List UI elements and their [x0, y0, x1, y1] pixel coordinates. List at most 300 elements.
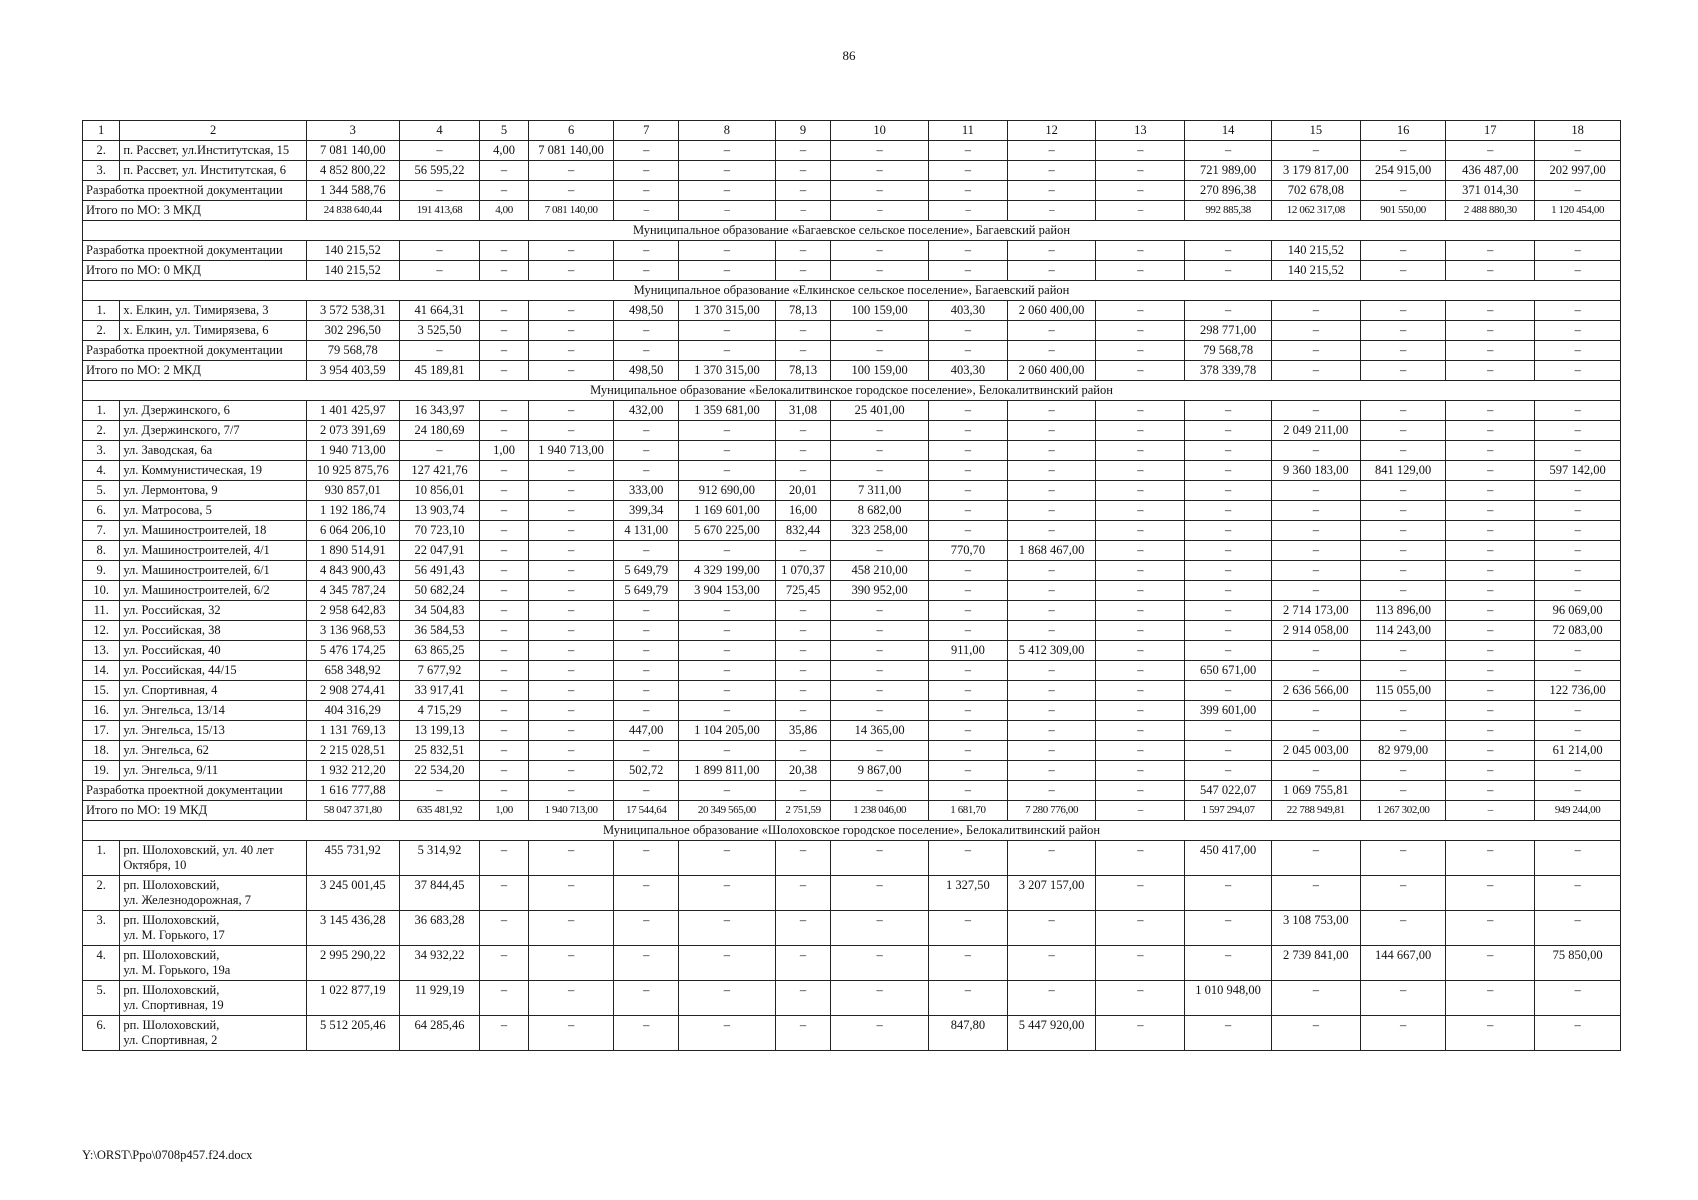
value-cell: – — [1007, 581, 1096, 601]
value-cell: 5 670 225,00 — [678, 521, 775, 541]
value-cell: 1 327,50 — [929, 876, 1008, 911]
value-cell: – — [1185, 241, 1272, 261]
value-cell: 10 925 875,76 — [306, 461, 399, 481]
value-cell: – — [678, 201, 775, 221]
value-cell: 3 108 753,00 — [1271, 911, 1360, 946]
value-cell: 1 616 777,88 — [306, 781, 399, 801]
value-cell: – — [678, 981, 775, 1016]
table-row — [83, 581, 1621, 601]
value-cell: – — [480, 401, 528, 421]
value-cell: – — [1096, 521, 1185, 541]
value-cell: 399 601,00 — [1185, 701, 1272, 721]
value-cell: – — [678, 701, 775, 721]
value-cell: – — [480, 481, 528, 501]
row-label: Итого по МО: 3 МКД — [83, 201, 307, 221]
value-cell: – — [1096, 741, 1185, 761]
value-cell: – — [1360, 701, 1446, 721]
value-cell: 1 940 713,00 — [306, 441, 399, 461]
value-cell: – — [528, 621, 614, 641]
table-row — [83, 161, 1621, 181]
row-label: Разработка проектной документации — [83, 781, 307, 801]
value-cell: 1 890 514,91 — [306, 541, 399, 561]
value-cell: – — [1446, 261, 1535, 281]
value-cell: – — [1446, 741, 1535, 761]
value-cell: – — [528, 946, 614, 981]
address-line: рп. Шолоховский, — [123, 948, 220, 962]
value-cell: – — [1535, 876, 1621, 911]
value-cell: 17 544,64 — [614, 801, 679, 821]
value-cell: – — [480, 641, 528, 661]
table-row — [83, 481, 1621, 501]
value-cell: 122 736,00 — [1535, 681, 1621, 701]
value-cell: – — [528, 761, 614, 781]
value-cell: – — [775, 241, 830, 261]
value-cell: – — [678, 741, 775, 761]
value-cell: – — [1446, 911, 1535, 946]
address-cell: ул. Коммунистическая, 19 — [120, 461, 307, 481]
table-row — [83, 441, 1621, 461]
row-label: Итого по МО: 19 МКД — [83, 801, 307, 821]
address-cell: ул. Энгельса, 62 — [120, 741, 307, 761]
value-cell: 1 238 046,00 — [831, 801, 929, 821]
value-cell: 100 159,00 — [831, 361, 929, 381]
value-cell: – — [1096, 201, 1185, 221]
value-cell: – — [1007, 621, 1096, 641]
value-cell: – — [678, 461, 775, 481]
value-cell: – — [1007, 946, 1096, 981]
column-number-cell: 8 — [678, 121, 775, 141]
value-cell: 140 215,52 — [306, 241, 399, 261]
value-cell: – — [1007, 341, 1096, 361]
address-line: рп. Шолоховский, — [123, 983, 220, 997]
value-cell: – — [480, 261, 528, 281]
value-cell: – — [1535, 701, 1621, 721]
value-cell: – — [831, 441, 929, 461]
funding-table — [82, 120, 1621, 1051]
value-cell: 22 047,91 — [399, 541, 480, 561]
row-number: 7. — [83, 521, 120, 541]
value-cell: 7 081 140,00 — [306, 141, 399, 161]
value-cell: – — [678, 946, 775, 981]
column-number-cell: 14 — [1185, 121, 1272, 141]
value-cell: – — [1185, 1016, 1272, 1051]
value-cell: – — [399, 261, 480, 281]
value-cell: – — [775, 461, 830, 481]
table-row — [83, 761, 1621, 781]
value-cell: 455 731,92 — [306, 841, 399, 876]
value-cell: – — [1446, 621, 1535, 641]
value-cell: – — [1360, 341, 1446, 361]
column-number-cell: 2 — [120, 121, 307, 141]
value-cell: – — [1535, 501, 1621, 521]
value-cell: – — [1535, 341, 1621, 361]
value-cell: – — [1535, 561, 1621, 581]
value-cell: – — [1446, 801, 1535, 821]
value-cell: – — [614, 741, 679, 761]
value-cell: – — [831, 261, 929, 281]
value-cell: – — [678, 876, 775, 911]
value-cell: – — [1271, 501, 1360, 521]
table-row — [83, 1016, 1621, 1051]
address-cell: ул. Матросова, 5 — [120, 501, 307, 521]
value-cell: 403,30 — [929, 361, 1008, 381]
value-cell: – — [480, 741, 528, 761]
value-cell: – — [1271, 321, 1360, 341]
value-cell: – — [528, 661, 614, 681]
value-cell: – — [1185, 911, 1272, 946]
value-cell: – — [1096, 946, 1185, 981]
value-cell: – — [1096, 301, 1185, 321]
value-cell: – — [614, 541, 679, 561]
value-cell: – — [1446, 341, 1535, 361]
value-cell: 61 214,00 — [1535, 741, 1621, 761]
row-number: 6. — [83, 501, 120, 521]
value-cell: 11 929,19 — [399, 981, 480, 1016]
value-cell: 436 487,00 — [1446, 161, 1535, 181]
value-cell: – — [1185, 681, 1272, 701]
value-cell: 114 243,00 — [1360, 621, 1446, 641]
value-cell: – — [831, 876, 929, 911]
row-number: 15. — [83, 681, 120, 701]
value-cell: – — [929, 561, 1008, 581]
value-cell: – — [1007, 601, 1096, 621]
address-cell: х. Елкин, ул. Тимирязева, 3 — [120, 301, 307, 321]
value-cell: 20,01 — [775, 481, 830, 501]
value-cell: 50 682,24 — [399, 581, 480, 601]
value-cell: 25 401,00 — [831, 401, 929, 421]
row-label: Разработка проектной документации — [83, 241, 307, 261]
value-cell: 36 683,28 — [399, 911, 480, 946]
row-number: 11. — [83, 601, 120, 621]
value-cell: – — [1185, 301, 1272, 321]
value-cell: – — [528, 241, 614, 261]
value-cell: 22 788 949,81 — [1271, 801, 1360, 821]
value-cell: 127 421,76 — [399, 461, 480, 481]
value-cell: 1 681,70 — [929, 801, 1008, 821]
value-cell: 3 245 001,45 — [306, 876, 399, 911]
value-cell: – — [1535, 781, 1621, 801]
table-row — [83, 721, 1621, 741]
value-cell: 1 120 454,00 — [1535, 201, 1621, 221]
value-cell: – — [929, 681, 1008, 701]
value-cell: – — [480, 321, 528, 341]
column-number-cell: 10 — [831, 121, 929, 141]
column-number-cell: 5 — [480, 121, 528, 141]
value-cell: – — [831, 701, 929, 721]
row-number: 16. — [83, 701, 120, 721]
value-cell: – — [1446, 601, 1535, 621]
row-number: 10. — [83, 581, 120, 601]
value-cell: – — [528, 1016, 614, 1051]
value-cell: – — [1096, 321, 1185, 341]
value-cell: – — [1096, 781, 1185, 801]
value-cell: – — [1360, 981, 1446, 1016]
value-cell: 403,30 — [929, 301, 1008, 321]
value-cell: – — [528, 876, 614, 911]
value-cell: – — [614, 911, 679, 946]
value-cell: – — [929, 321, 1008, 341]
row-number: 17. — [83, 721, 120, 741]
value-cell: 2 995 290,22 — [306, 946, 399, 981]
value-cell: 1 899 811,00 — [678, 761, 775, 781]
value-cell: – — [775, 261, 830, 281]
value-cell: 7 081 140,00 — [528, 141, 614, 161]
value-cell: – — [1446, 441, 1535, 461]
value-cell: – — [929, 261, 1008, 281]
value-cell: – — [775, 701, 830, 721]
value-cell: – — [678, 161, 775, 181]
value-cell: – — [480, 461, 528, 481]
value-cell: – — [1535, 181, 1621, 201]
table-row — [83, 501, 1621, 521]
value-cell: – — [1007, 911, 1096, 946]
value-cell: 56 595,22 — [399, 161, 480, 181]
value-cell: 7 280 776,00 — [1007, 801, 1096, 821]
value-cell: – — [1360, 301, 1446, 321]
value-cell: – — [480, 541, 528, 561]
row-number: 13. — [83, 641, 120, 661]
value-cell: – — [1096, 181, 1185, 201]
value-cell: – — [1446, 581, 1535, 601]
value-cell: – — [678, 441, 775, 461]
value-cell: – — [528, 721, 614, 741]
value-cell: 45 189,81 — [399, 361, 480, 381]
value-cell: – — [929, 621, 1008, 641]
value-cell: – — [1185, 421, 1272, 441]
value-cell: 24 180,69 — [399, 421, 480, 441]
value-cell: 34 504,83 — [399, 601, 480, 621]
address-cell: ул. Дзержинского, 7/7 — [120, 421, 307, 441]
value-cell: – — [1007, 981, 1096, 1016]
value-cell: – — [480, 981, 528, 1016]
address-line: рп. Шолоховский, — [123, 878, 220, 892]
value-cell: – — [775, 321, 830, 341]
value-cell: – — [1360, 361, 1446, 381]
value-cell: – — [678, 911, 775, 946]
value-cell: – — [678, 1016, 775, 1051]
value-cell: – — [1535, 841, 1621, 876]
value-cell: 1 868 467,00 — [1007, 541, 1096, 561]
value-cell: – — [1007, 741, 1096, 761]
value-cell: 2 751,59 — [775, 801, 830, 821]
value-cell: – — [1360, 181, 1446, 201]
value-cell: 702 678,08 — [1271, 181, 1360, 201]
value-cell: 447,00 — [614, 721, 679, 741]
address-cell: х. Елкин, ул. Тимирязева, 6 — [120, 321, 307, 341]
value-cell: – — [480, 681, 528, 701]
value-cell: 498,50 — [614, 361, 679, 381]
value-cell: 3 145 436,28 — [306, 911, 399, 946]
value-cell: – — [1446, 301, 1535, 321]
value-cell: – — [1007, 161, 1096, 181]
value-cell: – — [1360, 581, 1446, 601]
value-cell: – — [1271, 341, 1360, 361]
table-row — [83, 641, 1621, 661]
value-cell: – — [1096, 501, 1185, 521]
value-cell: 5 447 920,00 — [1007, 1016, 1096, 1051]
value-cell: 5 649,79 — [614, 561, 679, 581]
value-cell: – — [528, 981, 614, 1016]
value-cell: – — [614, 641, 679, 661]
value-cell: 1 267 302,00 — [1360, 801, 1446, 821]
value-cell: 72 083,00 — [1535, 621, 1621, 641]
value-cell: – — [480, 661, 528, 681]
value-cell: 1 597 294,07 — [1185, 801, 1272, 821]
column-number-cell: 16 — [1360, 121, 1446, 141]
value-cell: – — [1446, 421, 1535, 441]
value-cell: – — [1535, 911, 1621, 946]
value-cell: – — [480, 561, 528, 581]
value-cell: 10 856,01 — [399, 481, 480, 501]
value-cell: – — [614, 701, 679, 721]
address-cell: ул. Машиностроителей, 18 — [120, 521, 307, 541]
value-cell: – — [1096, 401, 1185, 421]
value-cell: – — [1535, 141, 1621, 161]
value-cell: 140 215,52 — [1271, 261, 1360, 281]
value-cell: – — [399, 341, 480, 361]
value-cell: – — [1096, 561, 1185, 581]
value-cell: 100 159,00 — [831, 301, 929, 321]
value-cell: – — [1535, 361, 1621, 381]
value-cell: – — [1360, 1016, 1446, 1051]
value-cell: – — [614, 601, 679, 621]
value-cell: – — [480, 761, 528, 781]
total-row — [83, 201, 1621, 221]
value-cell: – — [1096, 581, 1185, 601]
value-cell: – — [929, 741, 1008, 761]
address-cell: ул. Машиностроителей, 6/1 — [120, 561, 307, 581]
value-cell: – — [1535, 401, 1621, 421]
value-cell: 64 285,46 — [399, 1016, 480, 1051]
value-cell: 4 843 900,43 — [306, 561, 399, 581]
value-cell: 1 940 713,00 — [528, 801, 614, 821]
address-cell — [120, 841, 307, 876]
value-cell: – — [1185, 461, 1272, 481]
value-cell: – — [1007, 241, 1096, 261]
value-cell: – — [614, 321, 679, 341]
column-number-cell: 6 — [528, 121, 614, 141]
value-cell: 5 476 174,25 — [306, 641, 399, 661]
value-cell: – — [1446, 501, 1535, 521]
value-cell: – — [929, 946, 1008, 981]
value-cell: 140 215,52 — [306, 261, 399, 281]
value-cell: – — [528, 641, 614, 661]
value-cell: – — [528, 501, 614, 521]
summary-row — [83, 261, 1621, 281]
value-cell: – — [1360, 421, 1446, 441]
summary-row — [83, 341, 1621, 361]
value-cell: 2 714 173,00 — [1271, 601, 1360, 621]
value-cell: – — [831, 461, 929, 481]
value-cell: 79 568,78 — [1185, 341, 1272, 361]
address-cell — [120, 911, 307, 946]
value-cell: – — [929, 181, 1008, 201]
value-cell: – — [929, 341, 1008, 361]
address-cell: п. Рассвет, ул. Институтская, 6 — [120, 161, 307, 181]
value-cell: – — [1446, 701, 1535, 721]
row-label: Разработка проектной документации — [83, 181, 307, 201]
value-cell: – — [929, 161, 1008, 181]
value-cell: – — [528, 461, 614, 481]
value-cell: – — [1185, 521, 1272, 541]
value-cell: – — [480, 181, 528, 201]
value-cell: 1,00 — [480, 441, 528, 461]
value-cell: – — [614, 661, 679, 681]
value-cell: – — [1007, 761, 1096, 781]
value-cell: – — [1360, 481, 1446, 501]
value-cell: – — [775, 1016, 830, 1051]
value-cell: – — [1271, 701, 1360, 721]
value-cell: 333,00 — [614, 481, 679, 501]
address-line: Октября, 10 — [123, 858, 187, 872]
table-row — [83, 876, 1621, 911]
address-line: ул. Железнодорожная, 7 — [123, 893, 251, 907]
value-cell: 323 258,00 — [831, 521, 929, 541]
value-cell: 3 207 157,00 — [1007, 876, 1096, 911]
value-cell: – — [1446, 681, 1535, 701]
value-cell: – — [399, 781, 480, 801]
value-cell: – — [1185, 621, 1272, 641]
row-label: Итого по МО: 0 МКД — [83, 261, 307, 281]
value-cell: – — [399, 241, 480, 261]
column-number-cell: 7 — [614, 121, 679, 141]
value-cell: 1 192 186,74 — [306, 501, 399, 521]
value-cell: 14 365,00 — [831, 721, 929, 741]
value-cell: – — [775, 421, 830, 441]
value-cell: – — [480, 421, 528, 441]
row-number: 5. — [83, 481, 120, 501]
value-cell: – — [1446, 481, 1535, 501]
value-cell: – — [480, 361, 528, 381]
value-cell: – — [1007, 501, 1096, 521]
value-cell: – — [528, 261, 614, 281]
value-cell: – — [1007, 681, 1096, 701]
value-cell: – — [1446, 761, 1535, 781]
value-cell: – — [831, 541, 929, 561]
value-cell: – — [1007, 201, 1096, 221]
value-cell: 4,00 — [480, 141, 528, 161]
value-cell: – — [1360, 781, 1446, 801]
address-cell — [120, 946, 307, 981]
value-cell: – — [831, 201, 929, 221]
value-cell: 3 954 403,59 — [306, 361, 399, 381]
value-cell: – — [1096, 621, 1185, 641]
value-cell: – — [1185, 761, 1272, 781]
value-cell: 4 715,29 — [399, 701, 480, 721]
value-cell: – — [678, 781, 775, 801]
value-cell: – — [1185, 601, 1272, 621]
value-cell: – — [929, 461, 1008, 481]
value-cell: 5 512 205,46 — [306, 1016, 399, 1051]
value-cell: – — [929, 141, 1008, 161]
value-cell: – — [1096, 361, 1185, 381]
value-cell: – — [929, 601, 1008, 621]
column-number-cell: 4 — [399, 121, 480, 141]
address-line: рп. Шолоховский, ул. 40 лет — [123, 843, 274, 857]
value-cell: – — [1446, 461, 1535, 481]
value-cell: – — [1185, 581, 1272, 601]
value-cell: – — [1185, 561, 1272, 581]
row-number: 2. — [83, 876, 120, 911]
value-cell: – — [614, 981, 679, 1016]
value-cell: 2 908 274,41 — [306, 681, 399, 701]
value-cell: – — [1271, 1016, 1360, 1051]
row-number: 19. — [83, 761, 120, 781]
address-line: ул. Спортивная, 19 — [123, 998, 224, 1012]
value-cell: 35,86 — [775, 721, 830, 741]
table-row — [83, 911, 1621, 946]
column-number-cell: 11 — [929, 121, 1008, 141]
